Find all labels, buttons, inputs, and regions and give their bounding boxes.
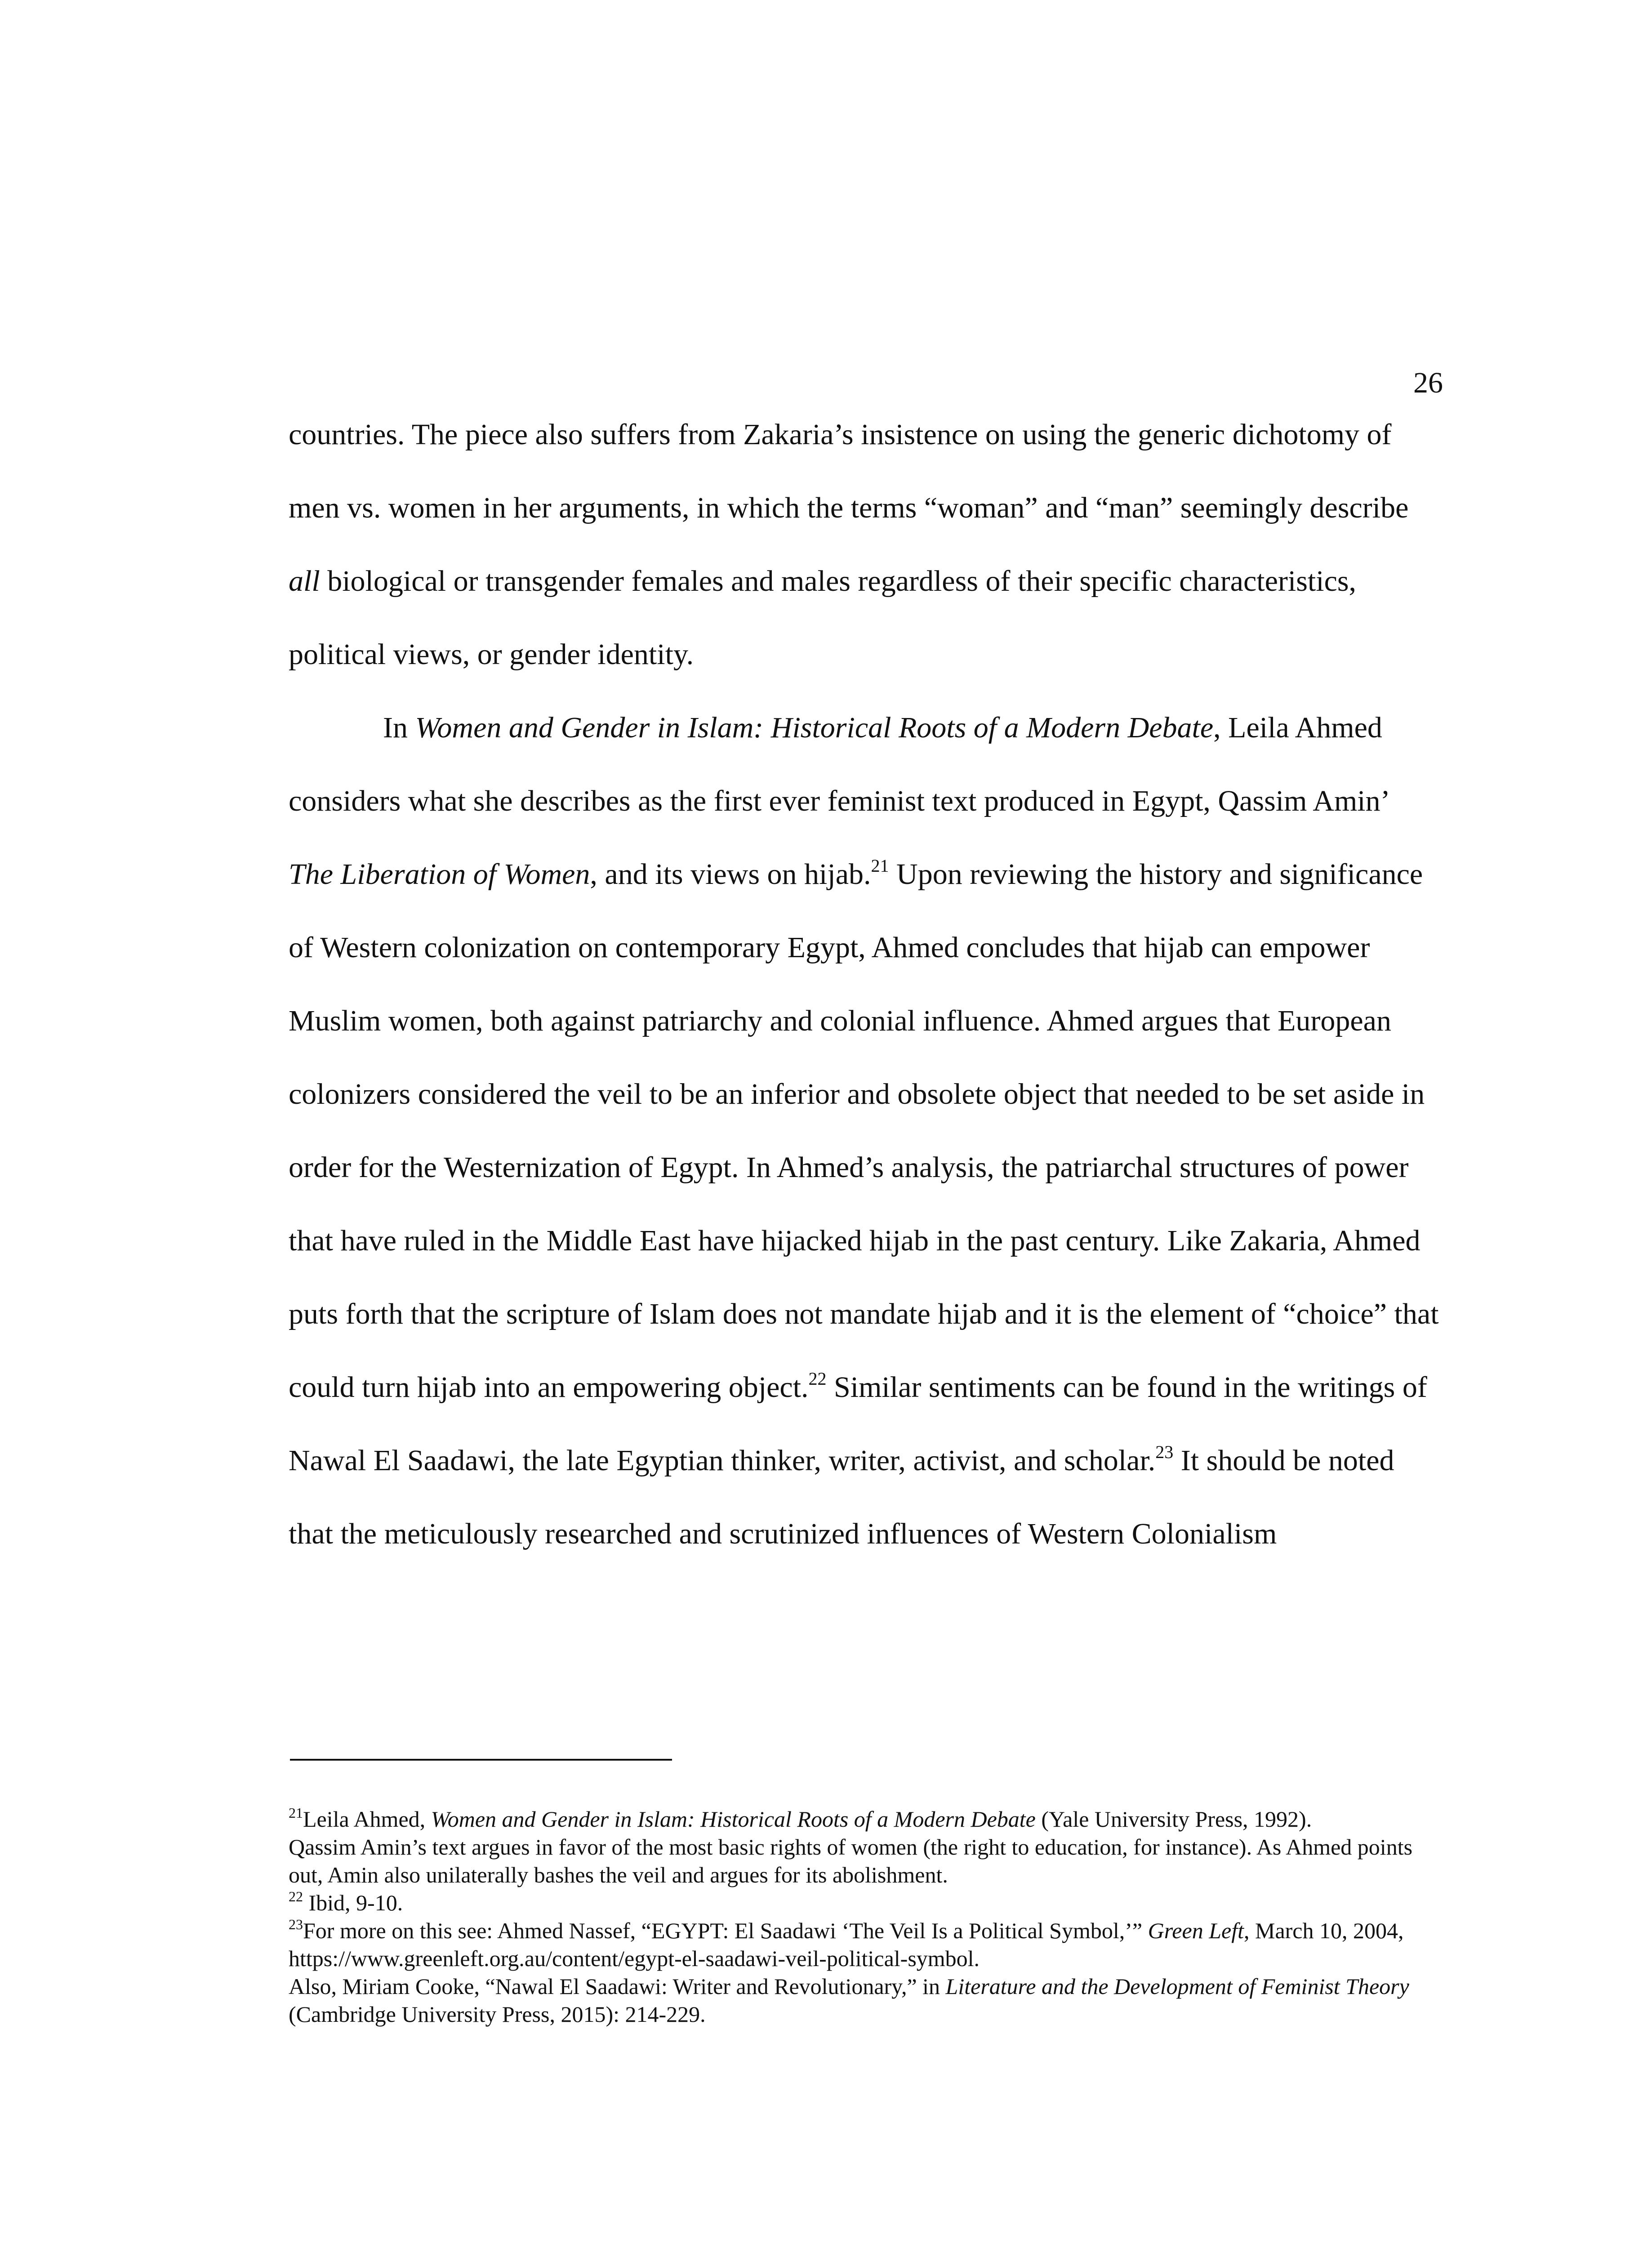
- footnote-23-also-text: Also, Miriam Cooke, “Nawal El Saadawi: Writer and Revolutionary,” in: [289, 1974, 946, 1999]
- footnote-23-also-publisher: (Cambridge University Press, 2015): 214-229.: [289, 2002, 706, 2027]
- paragraph-2-part-d: Similar sentiments can be found in the writings of Nawal El Saadawi, the late Egyptian thinker, writer, activist, and scholar.: [289, 1371, 1427, 1477]
- footnote-ref-21[interactable]: 21: [871, 856, 889, 876]
- footnote-21-note: Qassim Amin’s text argues in favor of the most basic rights of women (the right to education, for instance). As Ahmed points out, Amin also unilaterally bashes the veil and argues for its abolishment.: [289, 1834, 1413, 1887]
- footnote-separator: [290, 1759, 672, 1761]
- paragraph-2-part-e: It should be noted that the meticulously researched and scrutinized influences of Western Colonialism: [289, 1444, 1394, 1550]
- paragraph-1: [289, 398, 1439, 691]
- paragraph-2-part-c: Upon reviewing the history and significance of Western colonization on contemporary Egypt, Ahmed concludes that hijab can empower Muslim women, both against patriarchy and colonial influence. Ahmed argues that European colonizers considered the veil to be an inferior and obsolete object that needed to be set aside in order for the Westernization of Egypt. In Ahmed’s analysis, the patriarchal structures of power that have ruled in the Middle East have hijacked hijab in the past century. Like Zakaria, Ahmed puts forth that the scripture of Islam does not mandate hijab and it is the element of “choice” that could turn hijab into an empowering object.: [289, 858, 1439, 1404]
- paragraph-1-text: countries. The piece also suffers from Zakaria’s insistence on using the generic dichotomy of men vs. women in her arguments, in which the terms “woman” and “man” seemingly describe: [289, 418, 1409, 524]
- paragraph-2-part-b: , and its views on hijab.: [590, 858, 871, 891]
- footnotes: [289, 1805, 1439, 2028]
- footnote-23-number: 23: [289, 1916, 303, 1933]
- footnote-21: [289, 1805, 1439, 1833]
- footnote-23-url[interactable]: , March 10, 2004, https://www.greenleft.org.au/content/egypt-el-saadawi-veil-political-symbol.: [289, 1918, 1404, 1971]
- paragraph-2: [289, 691, 1439, 1570]
- footnote-21-number: 21: [289, 1805, 303, 1821]
- book-title-liberation-of-women: The Liberation of Women: [289, 858, 590, 891]
- footnote-23-also-title: Literature and the Development of Feminist Theory: [945, 1974, 1409, 1999]
- footnote-22-number: 22: [289, 1888, 303, 1905]
- footnote-21-text: Leila Ahmed,: [303, 1806, 431, 1832]
- footnote-21-publisher: (Yale University Press, 1992).: [1035, 1806, 1312, 1832]
- footnote-ref-23[interactable]: 23: [1155, 1442, 1174, 1462]
- paragraph-1-tail: biological or transgender females and males regardless of their specific characteristics, political views, or gender identity.: [289, 565, 1357, 671]
- footnote-23: [289, 1917, 1439, 1972]
- paragraph-2-part-a: , Leila Ahmed considers what she describes as the first ever feminist text produced in Egypt, Qassim Amin’: [289, 711, 1388, 817]
- paragraph-2-lead: In: [383, 711, 415, 744]
- footnote-23-text: For more on this see: Ahmed Nassef, “EGYPT: El Saadawi ‘The Veil Is a Political Symbol,’”: [303, 1918, 1148, 1943]
- footnote-ref-22[interactable]: 22: [808, 1369, 827, 1389]
- footnote-22-text: Ibid, 9-10.: [303, 1890, 403, 1915]
- page-number: 26: [1413, 366, 1443, 399]
- footnote-22: [289, 1889, 1439, 1917]
- emphasis-all: all: [289, 565, 320, 598]
- footnote-23-also: [289, 1972, 1439, 2028]
- book-title-women-and-gender: Women and Gender in Islam: Historical Roots of a Modern Debate: [415, 711, 1214, 744]
- footnote-23-publication: Green Left: [1148, 1918, 1244, 1943]
- body-text: [289, 398, 1439, 1570]
- footnote-21-title: Women and Gender in Islam: Historical Roots of a Modern Debate: [431, 1806, 1036, 1832]
